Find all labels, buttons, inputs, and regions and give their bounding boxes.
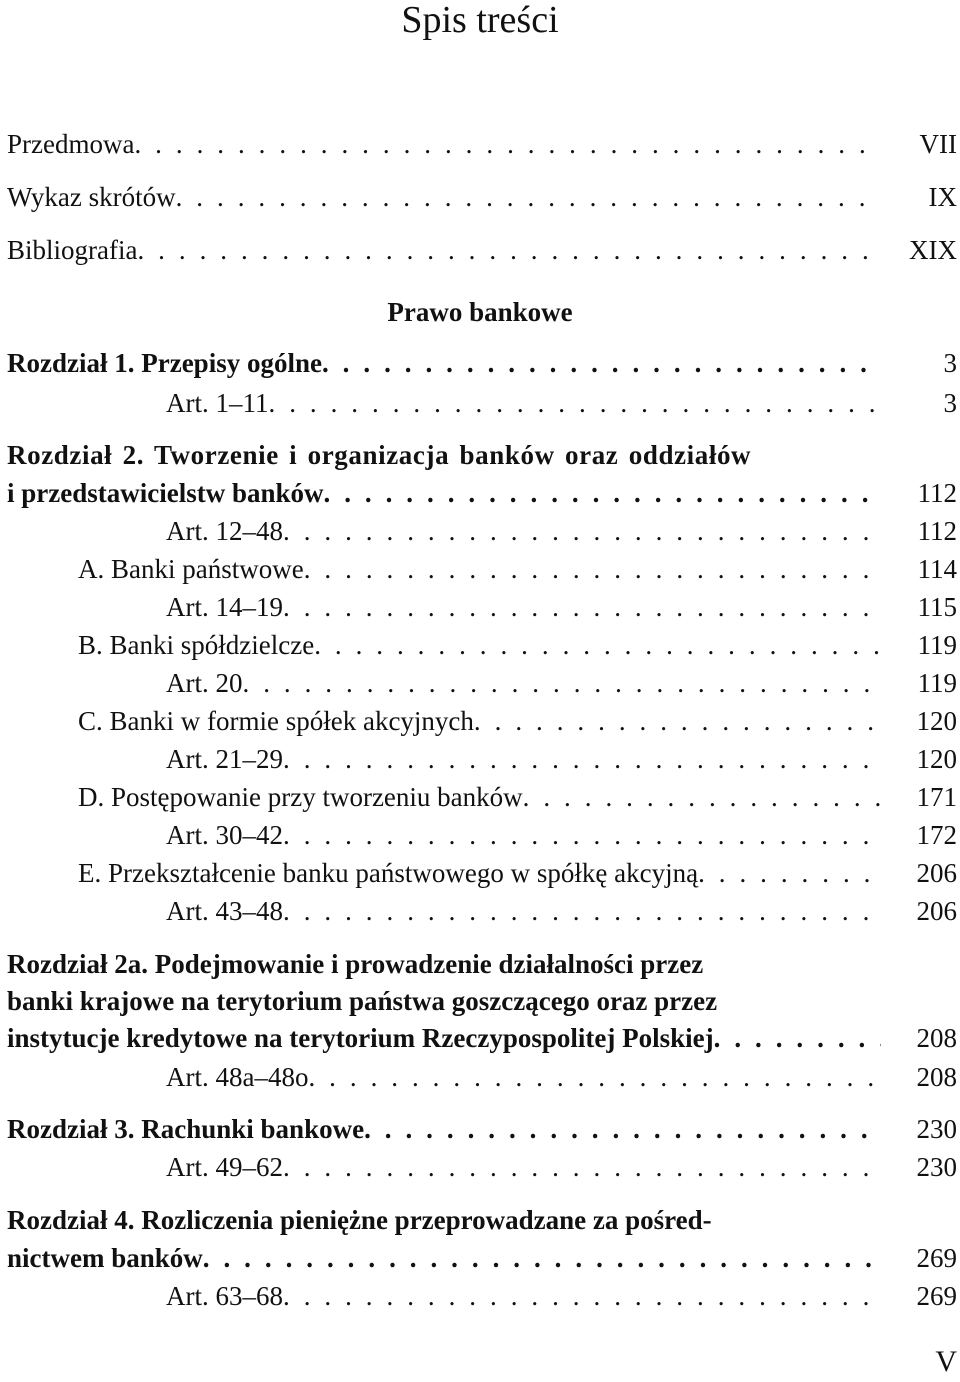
toc-entry-label: Art. 43–48 <box>166 896 283 926</box>
dot-leader <box>314 627 881 663</box>
toc-article-range[interactable] <box>166 1278 957 1314</box>
toc-page-number: 206 <box>916 896 957 926</box>
toc-chapter-1[interactable] <box>7 345 957 381</box>
dot-leader <box>203 1240 881 1276</box>
dot-leader <box>283 893 881 929</box>
toc-page-number: 112 <box>917 478 957 508</box>
toc-entry-label: nictwem banków <box>7 1243 203 1273</box>
toc-article-range[interactable] <box>166 589 957 625</box>
toc-entry-label: i przedstawicielstw banków <box>7 478 324 508</box>
toc-entry-label: instytucje kredytowe na terytorium Rzeczypospolitej Polskiej <box>7 1023 714 1053</box>
toc-article-range[interactable] <box>166 893 957 929</box>
toc-chapter-4[interactable] <box>7 1240 957 1276</box>
toc-entry-preface[interactable] <box>7 126 957 162</box>
toc-page-number: IX <box>928 182 957 212</box>
dot-leader <box>364 1111 881 1147</box>
toc-article-range[interactable] <box>166 817 957 853</box>
toc-entry-bibliography[interactable] <box>7 232 957 268</box>
dot-leader <box>523 779 881 815</box>
toc-page-number: 172 <box>916 820 957 850</box>
dot-leader <box>243 665 882 701</box>
dot-leader <box>137 232 879 268</box>
toc-entry-label: Rozdział 1. Przepisy ogólne <box>7 348 322 378</box>
dot-leader <box>176 179 881 215</box>
toc-page-number: 230 <box>916 1152 957 1182</box>
toc-page-number: XIX <box>909 235 957 265</box>
toc-entry-label: Art. 21–29 <box>166 744 283 774</box>
toc-page-number: 3 <box>943 348 957 378</box>
dot-leader <box>283 1278 881 1314</box>
dot-leader <box>308 1059 881 1095</box>
toc-article-range[interactable] <box>166 741 957 777</box>
toc-page-number: 206 <box>916 858 957 888</box>
toc-article-range[interactable] <box>166 385 957 421</box>
toc-entry-label: Przedmowa <box>7 129 135 159</box>
toc-entry-label: Rozdział 3. Rachunki bankowe <box>7 1114 365 1144</box>
toc-article-range[interactable] <box>166 665 957 701</box>
toc-article-range[interactable] <box>166 1059 957 1095</box>
dot-leader <box>283 1149 881 1185</box>
toc-chapter-2[interactable] <box>7 475 957 511</box>
toc-entry-label: Art. 30–42 <box>166 820 283 850</box>
toc-entry-label: Art. 1–11 <box>166 388 269 418</box>
dot-leader <box>714 1020 881 1056</box>
toc-entry-label: Wykaz skrótów <box>7 182 176 212</box>
page-title: Spis treści <box>401 0 559 41</box>
toc-entry-label: Art. 49–62 <box>166 1152 283 1182</box>
toc-page-number: 119 <box>917 630 957 660</box>
toc-entry-label: Art. 12–48 <box>166 516 283 546</box>
toc-chapter-3[interactable] <box>7 1111 957 1147</box>
dot-leader <box>283 817 881 853</box>
toc-chapter-4-title-line1[interactable]: Rozdział 4. Rozliczenia pieniężne przeprowadzane za pośred- <box>7 1205 712 1235</box>
page-folio: V <box>935 1345 957 1378</box>
toc-section-b[interactable] <box>78 627 957 663</box>
dot-leader <box>322 345 881 381</box>
dot-leader <box>324 475 882 511</box>
toc-entry-label: E. Przekształcenie banku państwowego w spółkę akcyjną <box>78 858 699 888</box>
toc-chapter-2a-title-line2[interactable]: banki krajowe na terytorium państwa goszczącego oraz przez <box>7 986 718 1016</box>
toc-page-number: VII <box>919 129 957 159</box>
toc-page-number: 114 <box>917 554 957 584</box>
toc-article-range[interactable] <box>166 1149 957 1185</box>
toc-page-number: 269 <box>916 1243 957 1273</box>
toc-section-d[interactable] <box>78 779 957 815</box>
toc-chapter-2a-title-line1[interactable]: Rozdział 2a. Podejmowanie i prowadzenie działalności przez <box>7 949 704 979</box>
toc-page-number: 230 <box>916 1114 957 1144</box>
dot-leader <box>283 589 881 625</box>
toc-entry-label: Art. 48a–48o <box>166 1062 309 1092</box>
toc-chapter-2a[interactable] <box>7 1020 957 1056</box>
toc-entry-label: Art. 63–68 <box>166 1281 283 1311</box>
toc-page-number: 112 <box>917 516 957 546</box>
toc-section-c[interactable] <box>78 703 957 739</box>
toc-section-e[interactable] <box>78 855 957 891</box>
toc-section-a[interactable] <box>78 551 957 587</box>
toc-entry-label: Art. 14–19 <box>166 592 283 622</box>
toc-page-number: 115 <box>917 592 957 622</box>
toc-page-number: 171 <box>916 782 957 812</box>
dot-leader <box>304 551 881 587</box>
toc-page-number: 269 <box>916 1281 957 1311</box>
part-heading: Prawo bankowe <box>387 297 573 327</box>
toc-page-number: 208 <box>916 1062 957 1092</box>
toc-article-range[interactable] <box>166 513 957 549</box>
toc-entry-label: Bibliografia <box>7 235 138 265</box>
dot-leader <box>269 385 882 421</box>
toc-entry-label: C. Banki w formie spółek akcyjnych <box>78 706 474 736</box>
dot-leader <box>134 126 881 162</box>
toc-page-number: 119 <box>917 668 957 698</box>
toc-chapter-2-title-line1[interactable]: Rozdział 2. Tworzenie i organizacja banków oraz oddziałów <box>7 440 752 470</box>
dot-leader <box>474 703 881 739</box>
toc-entry-abbreviations[interactable] <box>7 179 957 215</box>
toc-page-number: 120 <box>916 744 957 774</box>
toc-entry-label: Art. 20 <box>166 668 243 698</box>
toc-entry-label: D. Postępowanie przy tworzeniu banków <box>78 782 523 812</box>
dot-leader <box>698 855 881 891</box>
toc-page-number: 208 <box>916 1023 957 1053</box>
toc-entry-label: A. Banki państwowe <box>78 554 304 584</box>
toc-entry-label: B. Banki spółdzielcze <box>78 630 315 660</box>
dot-leader <box>283 513 881 549</box>
toc-page-number: 120 <box>916 706 957 736</box>
toc-page-number: 3 <box>943 388 957 418</box>
dot-leader <box>283 741 881 777</box>
